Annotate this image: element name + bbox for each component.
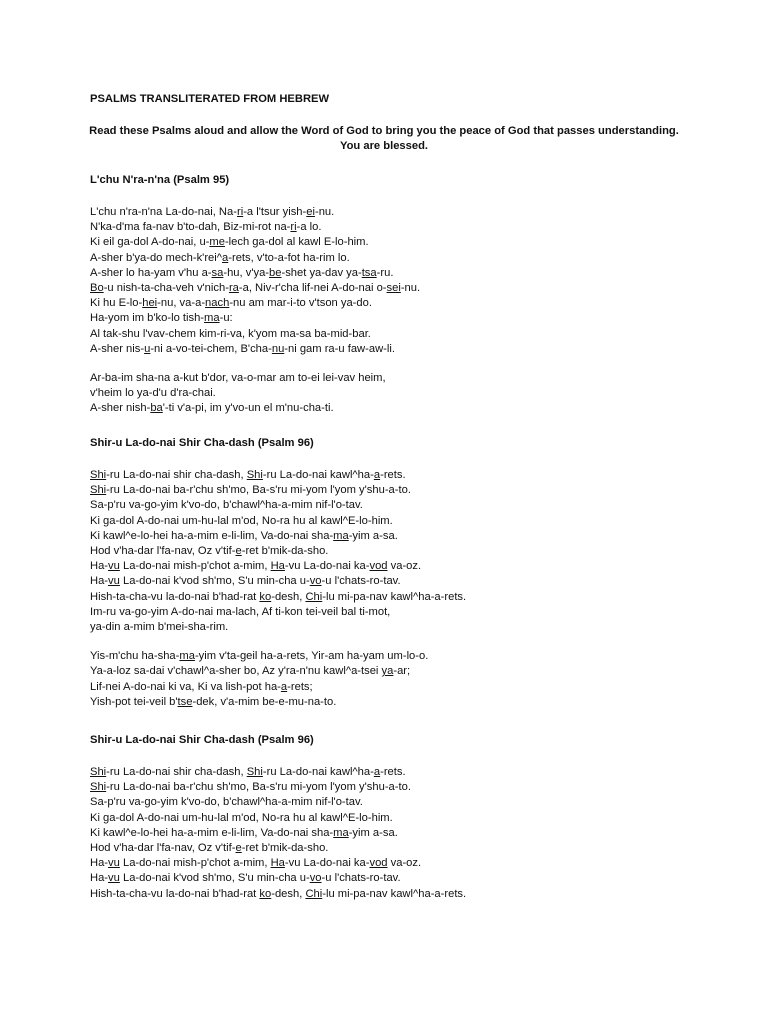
verse-text: La-do-nai mish-p'chot a-mim,: [119, 560, 271, 572]
verse-text: -rets.: [380, 766, 406, 778]
verse-text: L'chu n'ra-n'na La-do-nai, Na-: [90, 206, 237, 218]
stressed-syllable: nach: [205, 297, 230, 309]
verse-text: -nu.: [314, 206, 335, 218]
stressed-syllable: Chi: [305, 888, 323, 900]
verse-text: -a, Niv-r'cha lif-nei A-do-nai o-: [238, 282, 387, 294]
verse-text: -ni a-vo-tei-chem, B'cha-: [150, 343, 272, 355]
verse-text: -ret b'mik-da-sho.: [241, 842, 329, 854]
verse-line: [90, 281, 420, 296]
stressed-syllable: hei: [142, 297, 158, 309]
verse-line: [90, 559, 421, 574]
stressed-syllable: vu: [108, 872, 120, 884]
verse-text: -vu La-do-nai ka-: [284, 560, 370, 572]
verse-text: va-oz.: [387, 857, 422, 869]
verse-text: Ha-yom im b'ko-lo tish-: [90, 312, 205, 324]
verse-text: Ki ga-dol A-do-nai um-hu-lal m'od, No-ra hu al kawl^E-lo-him.: [90, 812, 393, 824]
verse-line: [90, 251, 350, 266]
verse-line: [90, 765, 406, 780]
stressed-syllable: Shi: [246, 469, 263, 481]
stressed-syllable: vu: [108, 857, 120, 869]
verse-text: La-do-nai k'vod sh'mo, S'u min-cha u-: [119, 872, 310, 884]
verse-line: [90, 205, 334, 220]
verse-text: Ha-: [90, 857, 109, 869]
verse-text: -yim v'ta-geil ha-a-rets, Yir-am ha-yam um-lo-o.: [194, 650, 429, 662]
verse-text: -nu am mar-i-to v'tson ya-do.: [229, 297, 372, 309]
verse-text: -ru La-do-nai ba-r'chu sh'mo, Ba-s'ru mi-yom l'yom y'shu-a-to.: [106, 781, 411, 793]
verse-text: -a l'tsur yish-: [243, 206, 307, 218]
verse-text: A-sher b'ya-do mech-k'rei^: [90, 252, 223, 264]
psalm-heading: L'chu N'ra-n'na (Psalm 95): [90, 174, 230, 186]
verse-text: Hod v'ha-dar l'fa-nav, Oz v'tif-: [90, 842, 236, 854]
verse-line: [90, 266, 393, 281]
stressed-syllable: ma: [333, 530, 349, 542]
document-title: PSALMS TRANSLITERATED FROM HEBREW: [90, 93, 330, 105]
verse-line: [90, 296, 372, 311]
verse-text: Ya-a-loz sa-dai v'chawl^a-sher bo, Az y'ra-n'nu kawl^a-tsei: [90, 665, 382, 677]
verse-text: -hu, v'ya-: [223, 267, 270, 279]
stressed-syllable: sei: [386, 282, 401, 294]
stressed-syllable: ya: [381, 665, 394, 677]
stressed-syllable: be: [269, 267, 282, 279]
verse-line: [90, 695, 336, 710]
stressed-syllable: ba: [150, 402, 163, 414]
verse-line: [90, 795, 363, 810]
stressed-syllable: vo: [309, 872, 322, 884]
stressed-syllable: a: [280, 681, 288, 693]
verse-text: N'ka-d'ma fa-nav b'to-dah, Biz-mi-rot na-: [90, 221, 291, 233]
verse-text: -u l'chats-ro-tav.: [321, 872, 401, 884]
verse-line: [90, 856, 421, 871]
stressed-syllable: Shi: [246, 766, 263, 778]
verse-text: Ha-: [90, 872, 109, 884]
stressed-syllable: vo: [309, 575, 322, 587]
stressed-syllable: vod: [369, 560, 388, 572]
verse-text: Ki eil ga-dol A-do-nai, u-: [90, 236, 210, 248]
stressed-syllable: a: [373, 469, 381, 481]
verse-text: Lif-nei A-do-nai ki va, Ki va lish-pot ha-: [90, 681, 281, 693]
verse-text: Ki kawl^e-lo-hei ha-a-mim e-li-lim, Va-do-nai sha-: [90, 827, 334, 839]
verse-text: A-sher lo ha-yam v'hu a-: [90, 267, 212, 279]
verse-text: -ru.: [376, 267, 394, 279]
stressed-syllable: tsa: [361, 267, 377, 279]
verse-text: Yis-m'chu ha-sha-: [90, 650, 180, 662]
verse-line: [90, 590, 466, 605]
verse-text: Sa-p'ru va-go-yim k'vo-do, b'chawl^ha-a-mim nif-l'o-tav.: [90, 796, 363, 808]
verse-text: La-do-nai k'vod sh'mo, S'u min-cha u-: [119, 575, 310, 587]
verse-line: [90, 235, 369, 250]
verse-line: [90, 605, 390, 620]
verse-text: Ki hu E-lo-: [90, 297, 143, 309]
verse-text: Hish-ta-cha-vu la-do-nai b'had-rat: [90, 591, 260, 603]
verse-text: -ret b'mik-da-sho.: [241, 545, 329, 557]
verse-text: -rets, v'to-a-fot ha-rim lo.: [228, 252, 350, 264]
psalm-heading: Shir-u La-do-nai Shir Cha-dash (Psalm 96): [90, 734, 314, 746]
verse-text: ya-din a-mim b'mei-sha-rim.: [90, 621, 229, 633]
verse-text: Ki ga-dol A-do-nai um-hu-lal m'od, No-ra hu al kawl^E-lo-him.: [90, 515, 393, 527]
stressed-syllable: Bo: [90, 282, 104, 294]
stressed-syllable: ei: [306, 206, 315, 218]
stressed-syllable: Shi: [90, 484, 107, 496]
stressed-syllable: Ha: [270, 560, 285, 572]
stressed-syllable: Chi: [305, 591, 323, 603]
verse-line: [90, 468, 406, 483]
verse-line: [90, 514, 393, 529]
stressed-syllable: Shi: [90, 781, 107, 793]
stressed-syllable: nu: [271, 343, 285, 355]
stressed-syllable: e: [235, 545, 242, 557]
stressed-syllable: Shi: [90, 469, 107, 481]
verse-line: [90, 811, 393, 826]
verse-text: Ar-ba-im sha-na a-kut b'dor, va-o-mar am to-ei lei-vav heim,: [90, 372, 386, 384]
verse-line: [90, 887, 466, 902]
verse-text: -lu mi-pa-nav kawl^ha-a-rets.: [322, 591, 467, 603]
verse-text: -lu mi-pa-nav kawl^ha-a-rets.: [322, 888, 467, 900]
stressed-syllable: Shi: [90, 766, 107, 778]
verse-text: -desh,: [271, 888, 306, 900]
verse-line: [90, 327, 371, 342]
verse-text: A-sher nis-: [90, 343, 145, 355]
verse-text: Al tak-shu l'vav-chem kim-ri-va, k'yom ma-sa ba-mid-bar.: [90, 328, 371, 340]
verse-text: -ru La-do-nai shir cha-dash,: [106, 469, 247, 481]
verse-text: -shet ya-dav ya-: [281, 267, 362, 279]
verse-text: -yim a-sa.: [348, 827, 398, 839]
verse-line: [90, 529, 398, 544]
stressed-syllable: tse: [177, 696, 193, 708]
verse-text: La-do-nai mish-p'chot a-mim,: [119, 857, 271, 869]
verse-line: [90, 574, 401, 589]
verse-text: -ru La-do-nai kawl^ha-: [262, 469, 374, 481]
verse-text: Ha-: [90, 575, 109, 587]
verse-line: [90, 544, 328, 559]
psalm-heading: Shir-u La-do-nai Shir Cha-dash (Psalm 96): [90, 437, 314, 449]
verse-text: Hod v'ha-dar l'fa-nav, Oz v'tif-: [90, 545, 236, 557]
verse-line: [90, 780, 411, 795]
verse-text: -yim a-sa.: [348, 530, 398, 542]
stressed-syllable: vu: [108, 575, 120, 587]
verse-text: -ru La-do-nai kawl^ha-: [262, 766, 374, 778]
verse-line: [90, 386, 216, 401]
verse-line: [90, 342, 395, 357]
verse-text: -rets;: [287, 681, 313, 693]
verse-text: '-ti v'a-pi, im y'vo-un el m'nu-cha-ti.: [162, 402, 334, 414]
verse-text: Ki kawl^e-lo-hei ha-a-mim e-li-lim, Va-do-nai sha-: [90, 530, 334, 542]
verse-text: -nu, va-a-: [157, 297, 206, 309]
verse-text: -ni gam ra-u faw-aw-li.: [284, 343, 395, 355]
stressed-syllable: ko: [259, 888, 272, 900]
stressed-syllable: ma: [179, 650, 195, 662]
stressed-syllable: me: [209, 236, 225, 248]
verse-text: -u:: [219, 312, 233, 324]
stressed-syllable: sa: [211, 267, 224, 279]
verse-text: -u nish-ta-cha-veh v'nich-: [103, 282, 229, 294]
verse-text: -ru La-do-nai ba-r'chu sh'mo, Ba-s'ru mi-yom l'yom y'shu-a-to.: [106, 484, 411, 496]
verse-text: -ar;: [393, 665, 411, 677]
verse-text: Hish-ta-cha-vu la-do-nai b'had-rat: [90, 888, 260, 900]
verse-line: [90, 871, 401, 886]
stressed-syllable: ra: [228, 282, 239, 294]
verse-text: v'heim lo ya-d'u d'ra-chai.: [90, 387, 216, 399]
verse-line: [90, 498, 363, 513]
verse-line: [90, 826, 398, 841]
verse-text: Yish-pot tei-veil b': [90, 696, 178, 708]
intro-line: You are blessed.: [339, 140, 429, 152]
verse-line: [90, 841, 328, 856]
stressed-syllable: e: [235, 842, 242, 854]
verse-line: [90, 371, 386, 386]
stressed-syllable: ko: [259, 591, 272, 603]
verse-line: [90, 483, 411, 498]
verse-text: A-sher nish-: [90, 402, 151, 414]
verse-text: -ru La-do-nai shir cha-dash,: [106, 766, 247, 778]
verse-text: -vu La-do-nai ka-: [284, 857, 370, 869]
intro-line: Read these Psalms aloud and allow the Word of God to bring you the peace of God that passes understanding.: [89, 125, 679, 137]
verse-text: Sa-p'ru va-go-yim k'vo-do, b'chawl^ha-a-mim nif-l'o-tav.: [90, 499, 363, 511]
verse-text: -desh,: [271, 591, 306, 603]
verse-line: [90, 649, 428, 664]
stressed-syllable: ma: [333, 827, 349, 839]
stressed-syllable: ri: [290, 221, 297, 233]
verse-line: [90, 311, 233, 326]
stressed-syllable: a: [222, 252, 229, 264]
verse-line: [90, 401, 334, 416]
verse-text: -lech ga-dol al kawl E-lo-him.: [224, 236, 369, 248]
stressed-syllable: u: [144, 343, 151, 355]
verse-text: -dek, v'a-mim be-e-mu-na-to.: [192, 696, 337, 708]
stressed-syllable: ma: [204, 312, 220, 324]
verse-text: -rets.: [380, 469, 406, 481]
stressed-syllable: vod: [369, 857, 388, 869]
verse-line: [90, 220, 322, 235]
verse-text: -u l'chats-ro-tav.: [321, 575, 401, 587]
verse-line: [90, 620, 228, 635]
verse-text: -a lo.: [296, 221, 322, 233]
verse-line: [90, 664, 410, 679]
stressed-syllable: a: [373, 766, 381, 778]
stressed-syllable: Ha: [270, 857, 285, 869]
verse-text: Ha-: [90, 560, 109, 572]
verse-text: -nu.: [400, 282, 421, 294]
stressed-syllable: ri: [236, 206, 244, 218]
stressed-syllable: vu: [108, 560, 120, 572]
verse-text: Im-ru va-go-yim A-do-nai ma-lach, Af ti-kon tei-veil bal ti-mot,: [90, 606, 391, 618]
verse-line: [90, 680, 313, 695]
verse-text: va-oz.: [387, 560, 422, 572]
